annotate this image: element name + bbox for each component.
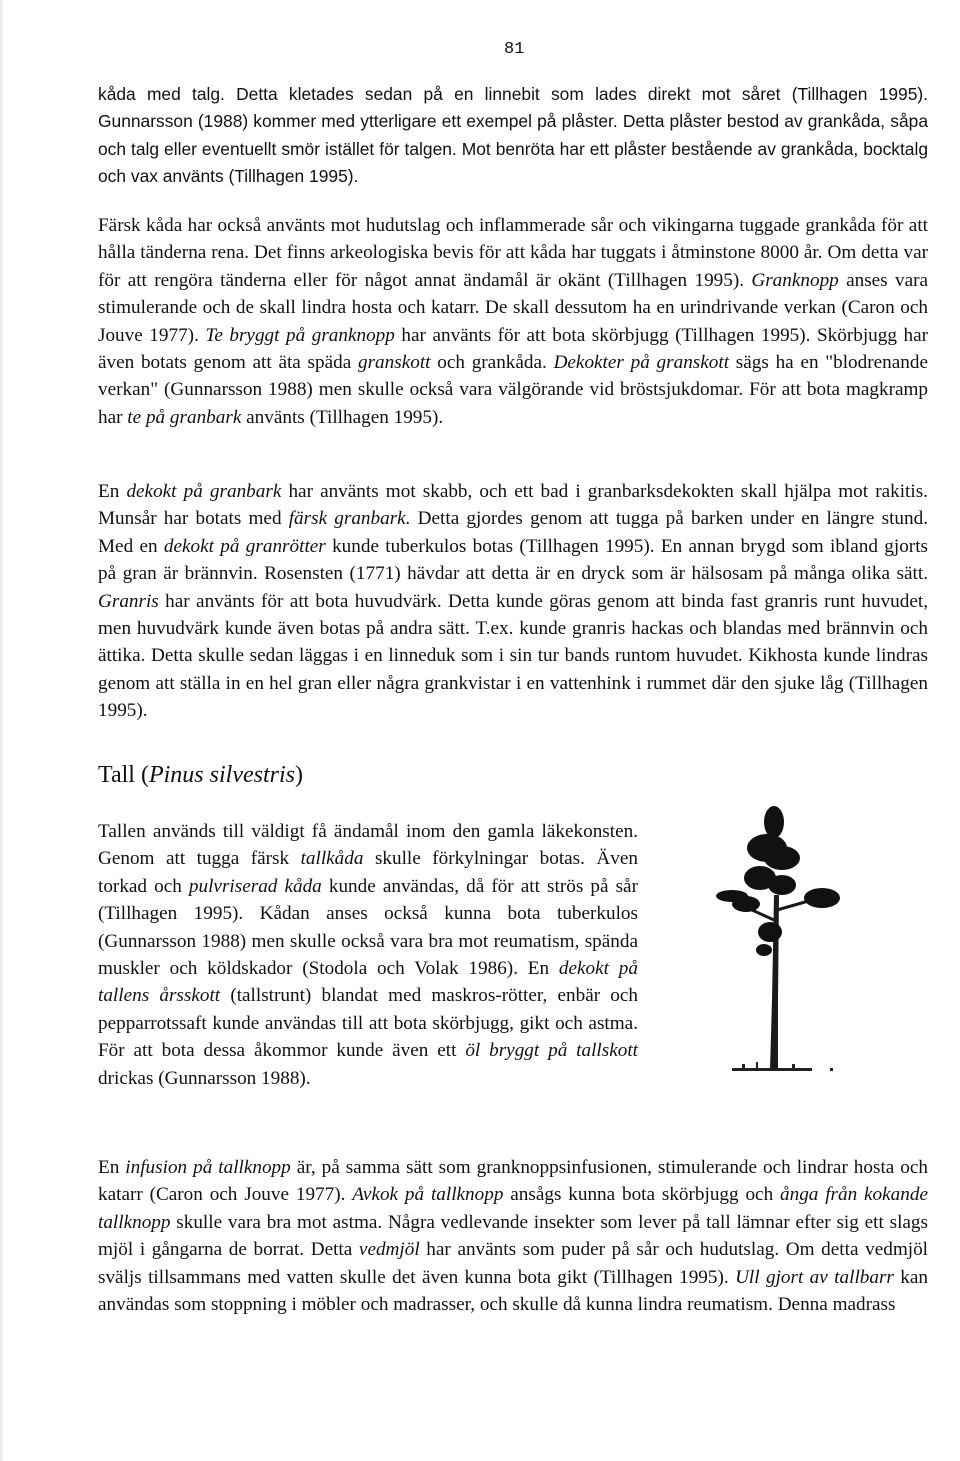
paragraph-pine-bud bbox=[98, 1154, 928, 1318]
text-run: och grankåda. bbox=[430, 352, 554, 374]
text-run: kunde tuberkulos botas (Tillhagen 1995). En annan brygd som ibland gjorts på gran är brännvin. Rosensten (1771) hävdar att detta är en dryck som är hälsosam på många olika sätt. bbox=[98, 535, 928, 585]
paragraph-pine bbox=[98, 818, 638, 1092]
emphasis-term: pulvriserad kåda bbox=[188, 875, 322, 897]
crown-foliage bbox=[716, 806, 840, 956]
text-run: kåda med talg. Detta kletades sedan på en linnebit som lades direkt mot såret (Tillhagen 1995). Gunnarsson (1988) kommer med ytterligare ett exempel på plåster. Detta plåster bestod av grankåda, såpa och talg eller eventuellt smör istället för talgen. Mot benröta har ett plåster bestående av grankåda, bocktalg och vax använts (Tillhagen 1995). bbox=[98, 84, 928, 187]
emphasis-term: dekokt på tallens årsskott bbox=[98, 958, 638, 1007]
text-run: har använts för att bota huvudvärk. Detta kunde göras genom att binda fast granris runt huvudet, men huvudvärk kunde även botas på andra sätt. T.ex. kunde granris hackas och blandas med brännvin och ättika. Detta skulle sedan läggas i en linneduk som i sin tur bands runtom huvudet. Kikhosta kunde lindras genom att ställa in en hel gran eller några grankvistar i en vattenhink i rummet där den sjuke låg (Tillhagen 1995). bbox=[98, 590, 928, 722]
text-run: kunde användas, då för att strös på sår (Tillhagen 1995). Kådan anses också kunna bota tuberkulos (Gunnarsson 1988) men skulle också vara bra mot reumatism, spända muskler och köldskador (Stodola och Volak 1986). En bbox=[98, 875, 638, 980]
scan-edge-shadow bbox=[0, 0, 4, 1461]
text-run: ansågs kunna bota skörbjugg och bbox=[503, 1184, 780, 1206]
emphasis-term: öl bryggt på tallskott bbox=[465, 1040, 638, 1062]
emphasis-term: Te bryggt på granknopp bbox=[205, 324, 395, 346]
text-run: En bbox=[98, 481, 127, 502]
text-run: Färsk kåda har också använts mot hudutslag och inflammerade sår och vikingarna tuggade grankåda för att hålla tänderna rena. Det finns arkeologiska bevis för att kåda har tuggats i åtminstone 8000 år. Om detta var för att rengöra tänderna eller för något annat ändamål är okänt (Tillhagen 1995). bbox=[98, 215, 928, 291]
text-run: anses vara stimulerande och de skall lindra hosta och katarr. De skall dessutom ha en urindrivande verkan (Caron och Jouve 1977). bbox=[98, 269, 928, 346]
text-run: (tallstrunt) blandat med maskros-rötter, enbär och pepparrotssaft kunde användas till att bota skörbjugg, gikt och astma. För att bota dessa åkommor kunde även ett bbox=[98, 985, 638, 1062]
emphasis-term: tallkåda bbox=[300, 848, 364, 870]
heading-suffix: ) bbox=[294, 762, 303, 788]
paragraph-resin bbox=[98, 212, 928, 431]
text-run: använts (Tillhagen 1995). bbox=[241, 406, 444, 428]
text-run: skulle förkylningar botas. Även torkad och bbox=[98, 848, 638, 897]
text-run: kan användas som stoppning i möbler och madrasser, och skulle då kunna lindra reumatism. Denna madrass bbox=[98, 1266, 928, 1316]
emphasis-term: te på granbark bbox=[127, 406, 242, 428]
branch-left bbox=[752, 910, 774, 920]
heading-latin-name: Pinus silvestris bbox=[148, 762, 295, 788]
pine-tree-illustration bbox=[712, 800, 862, 1100]
heading-prefix: Tall ( bbox=[98, 762, 149, 788]
emphasis-term: dekokt på granbark bbox=[126, 481, 282, 502]
emphasis-term: infusion på tallknopp bbox=[125, 1157, 291, 1178]
emphasis-term: vedmjöl bbox=[358, 1239, 420, 1261]
emphasis-term: granskott bbox=[358, 352, 431, 374]
text-run: skulle vara bra mot astma. Några vedlevande insekter som lever på tall lämnar efter sig ett slags mjöl i gångarna de borrat. Detta bbox=[98, 1211, 928, 1261]
text-run: Tallen används till väldigt få ändamål inom den gamla läkekonsten. Genom att tugga färsk bbox=[98, 821, 638, 870]
emphasis-term: färsk granbark. bbox=[288, 508, 411, 530]
trunk-shape bbox=[770, 895, 779, 1070]
emphasis-term: Granris bbox=[98, 590, 159, 612]
page-number: 81 bbox=[504, 40, 525, 59]
text-run: har använts mot skabb, och ett bad i granbarksdekokten skall hjälpa mot rakitis. Munsår har botats med bbox=[98, 481, 928, 530]
section-heading-tall bbox=[98, 762, 303, 789]
emphasis-term: Granknopp bbox=[751, 269, 839, 291]
text-run: Detta gjordes genom att tugga på barken under en längre stund. Med en bbox=[98, 508, 928, 557]
text-run: En bbox=[98, 1157, 126, 1178]
text-run: sägs ha en "blodrenande verkan" (Gunnarsson 1988) men skulle också vara välgörande vid bröstsjukdomar. För att bota magkramp har bbox=[98, 352, 928, 428]
emphasis-term: Dekokter på granskott bbox=[553, 352, 730, 374]
paragraph-plaster bbox=[98, 81, 928, 191]
emphasis-term: dekokt på granrötter bbox=[163, 535, 326, 557]
emphasis-term: Avkok på tallknopp bbox=[352, 1184, 504, 1206]
emphasis-term: ånga från kokande tallknopp bbox=[98, 1184, 928, 1233]
text-run: är, på samma sätt som granknoppsinfusionen, stimulerande och lindrar hosta och katarr (Caron och Jouve 1977). bbox=[98, 1157, 928, 1206]
text-run: har använts för att bota skörbjugg (Tillhagen 1995). Skörbjugg har även botats genom att äta späda bbox=[98, 324, 928, 374]
text-run: har använts som puder på sår och hudutslag. Om detta vedmjöl sväljs tillsammans med vatten skulle det även kunna bota gikt (Tillhagen 1995). bbox=[98, 1239, 928, 1288]
paragraph-bark bbox=[98, 478, 928, 725]
text-run: drickas (Gunnarsson 1988). bbox=[98, 1067, 311, 1089]
ground-grass bbox=[732, 1062, 833, 1071]
emphasis-term: Ull gjort av tallbarr bbox=[735, 1266, 894, 1288]
